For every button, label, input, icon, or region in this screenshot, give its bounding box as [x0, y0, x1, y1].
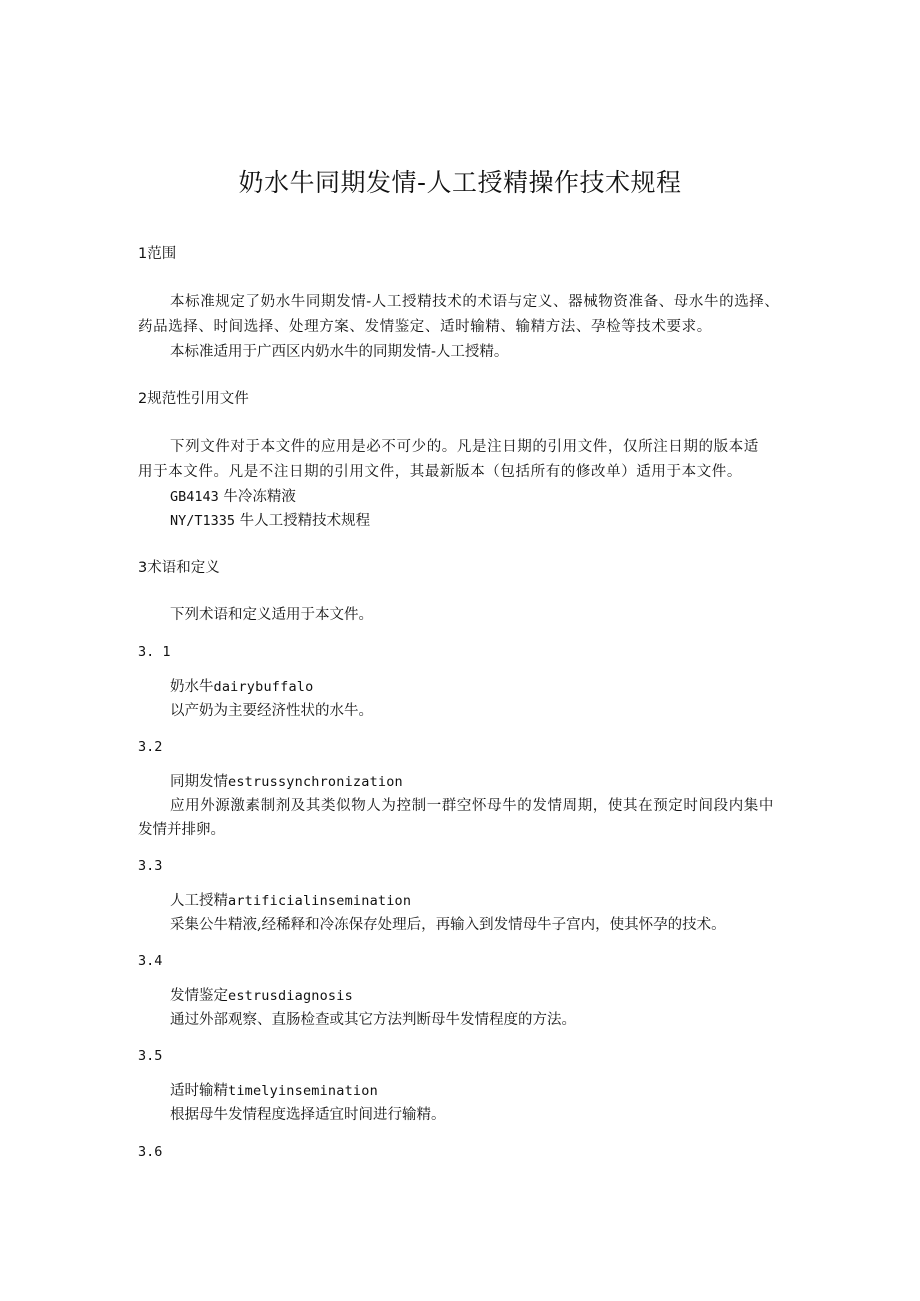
reference-item-2 [170, 511, 370, 531]
reference-code: GB4143 [170, 489, 219, 505]
term-number: 3.2 [138, 739, 163, 755]
term-name-en: timelyinsemination [228, 1083, 378, 1099]
references-paragraph-line-2: 用于本文件。凡是不注日期的引用文件，其最新版本（包括所有的修改单）适用于本文件。 [138, 464, 742, 480]
section-heading-scope: 1范围 [138, 246, 177, 262]
term-name-zh: 同期发情 [170, 774, 228, 790]
reference-title: 牛冷冻精液 [223, 489, 296, 505]
term-definition-line-1: 通过外部观察、直肠检查或其它方法判断母牛发情程度的方法。 [170, 1012, 576, 1028]
term-number: 3.6 [138, 1144, 163, 1160]
term-definition-line-1: 根据母牛发情程度选择适宜时间进行输精。 [170, 1107, 446, 1123]
term-name-zh: 适时输精 [170, 1083, 228, 1099]
term-name [170, 677, 313, 697]
term-name-en: estrussynchronization [228, 774, 403, 790]
term-number: 3.3 [138, 858, 163, 874]
term-definition-line-1: 以产奶为主要经济性状的水牛。 [170, 703, 373, 719]
scope-paragraph-line-1: 本标准规定了奶水牛同期发情-人工授精技术的术语与定义、器械物资准备、母水牛的选择、 [170, 294, 780, 310]
term-definition-line-2: 发情并排卵。 [138, 822, 225, 838]
section-heading-terms: 3术语和定义 [138, 560, 220, 576]
scope-paragraph-2: 本标准适用于广西区内奶水牛的同期发情-人工授精。 [170, 344, 509, 360]
term-name [170, 891, 411, 911]
term-number: 3.4 [138, 953, 163, 969]
term-number: 3.5 [138, 1048, 163, 1064]
terms-intro: 下列术语和定义适用于本文件。 [170, 607, 373, 623]
term-name-zh: 发情鉴定 [170, 988, 228, 1004]
term-name [170, 1081, 378, 1101]
term-name-en: artificialinsemination [228, 893, 412, 909]
reference-title: 牛人工授精技术规程 [239, 513, 371, 529]
document-title: 奶水牛同期发情-人工授精操作技术规程 [238, 168, 682, 197]
reference-code: NY/T1335 [170, 513, 236, 529]
term-definition-line-1: 采集公牛精液,经稀释和冷冻保存处理后，再输入到发情母牛子宫内，使其怀孕的技术。 [170, 917, 726, 933]
term-definition-line-1: 应用外源激素制剂及其类似物人为控制一群空怀母牛的发情周期，使其在预定时间段内集中 [170, 798, 774, 814]
term-name-en: dairybuffalo [213, 679, 314, 695]
term-name-zh: 人工授精 [170, 893, 228, 909]
term-name-zh: 奶水牛 [170, 679, 214, 695]
term-name [170, 986, 353, 1006]
section-heading-references: 2规范性引用文件 [138, 391, 249, 407]
references-paragraph-line-1: 下列文件对于本文件的应用是必不可少的。凡是注日期的引用文件，仅所注日期的版本适 [170, 439, 759, 455]
term-name [170, 772, 403, 792]
scope-paragraph-line-2: 药品选择、时间选择、处理方案、发情鉴定、适时输精、输精方法、孕检等技术要求。 [138, 319, 712, 335]
term-number: 3. 1 [138, 644, 171, 660]
reference-item-1 [170, 487, 296, 507]
term-name-en: estrusdiagnosis [228, 988, 353, 1004]
